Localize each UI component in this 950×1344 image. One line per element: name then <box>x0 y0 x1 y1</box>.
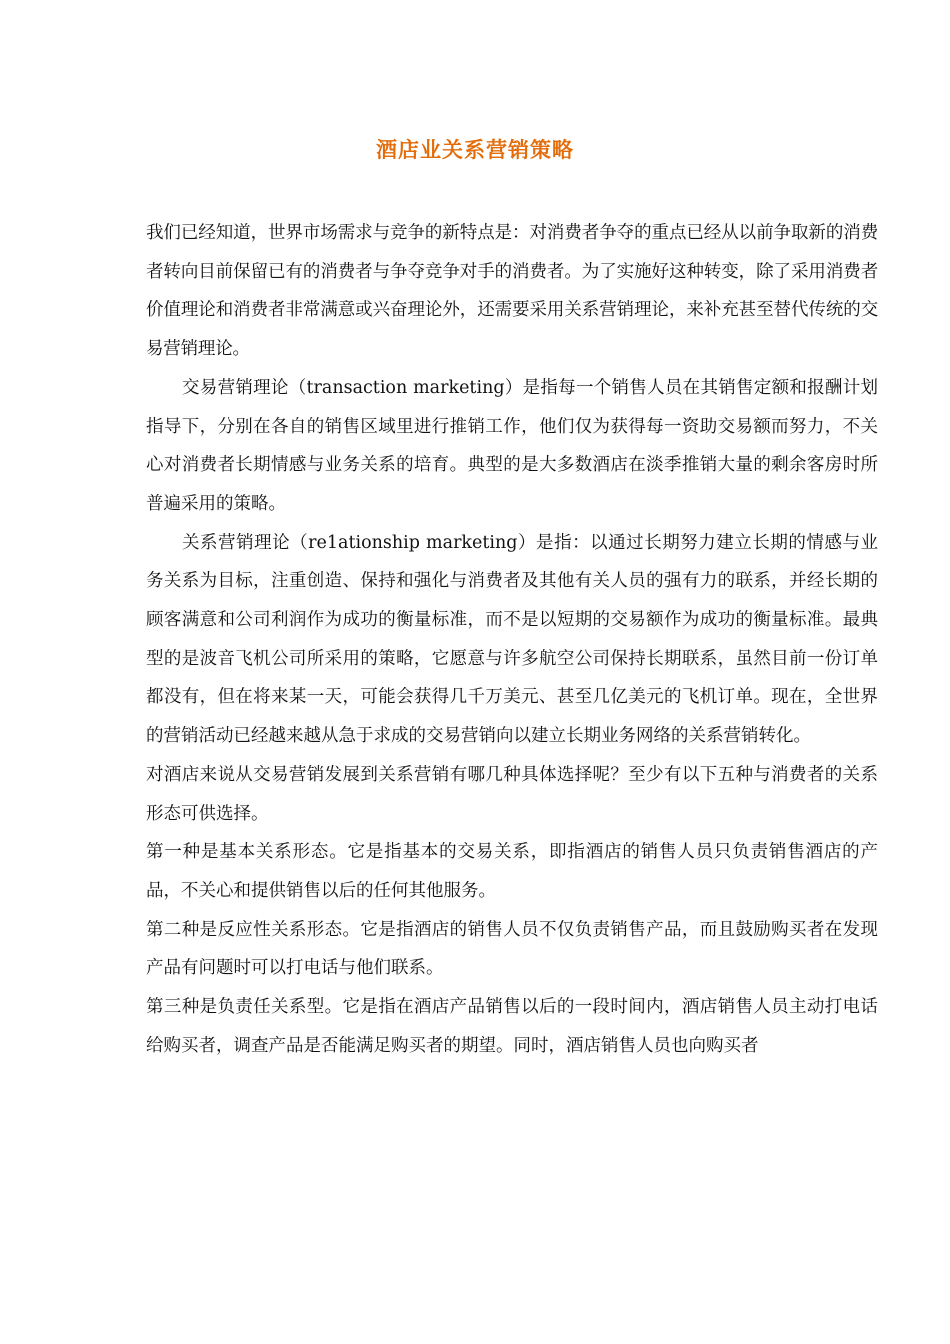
paragraph-form-3: 第三种是负责任关系型。它是指在酒店产品销售以后的一段时间内，酒店销售人员主动打电话给购买者，调查产品是否能满足购买者的期望。同时，酒店销售人员也向购买者 <box>146 997 878 1056</box>
paragraph-form-2: 第二种是反应性关系形态。它是指酒店的销售人员不仅负责销售产品，而且鼓励购买者在发现产品有问题时可以打电话与他们联系。 <box>146 919 878 979</box>
document-body <box>146 214 878 1065</box>
paragraph-five-forms: 对酒店来说从交易营销发展到关系营销有哪几种具体选择呢？至少有以下五种与消费者的关系形态可供选择。 <box>146 764 878 824</box>
document-title: 酒店业关系营销策略 <box>376 138 574 162</box>
paragraph-relationship-marketing: 关系营销理论（re1ationship marketing）是指：以通过长期努力建立长期的情感与业务关系为目标，注重创造、保持和强化与消费者及其他有关人员的强有力的联系，并经长期的顾客满意和公司利润作为成功的衡量标准，而不是以短期的交易额作为成功的衡量标准。最典型的是波音飞机公司所采用的策略，它愿意与许多航空公司保持长期联系，虽然目前一份订单都没有，但在将来某一天，可能会获得几千万美元、甚至几亿美元的飞机订单。现在，全世界的营销活动已经越来越从急于求成的交易营销向以建立长期业务网络的关系营销转化。 <box>146 532 878 747</box>
paragraph-intro: 我们已经知道，世界市场需求与竞争的新特点是：对消费者争夺的重点已经从以前争取新的消费者转向目前保留已有的消费者与争夺竞争对手的消费者。为了实施好这种转变，除了采用消费者价值理论和消费者非常满意或兴奋理论外，还需要采用关系营销理论，来补充甚至替代传统的交易营销理论。 <box>146 223 878 360</box>
paragraph-form-1: 第一种是基本关系形态。它是指基本的交易关系，即指酒店的销售人员只负责销售酒店的产品，不关心和提供销售以后的任何其他服务。 <box>146 842 878 901</box>
paragraph-transaction-marketing: 交易营销理论（transaction marketing）是指每一个销售人员在其销售定额和报酬计划指导下，分别在各自的销售区域里进行推销工作，他们仅为获得每一资助交易额而努力，不关心对消费者长期情感与业务关系的培育。典型的是大多数酒店在淡季推销大量的剩余客房时所普遍采用的策略。 <box>146 377 878 514</box>
